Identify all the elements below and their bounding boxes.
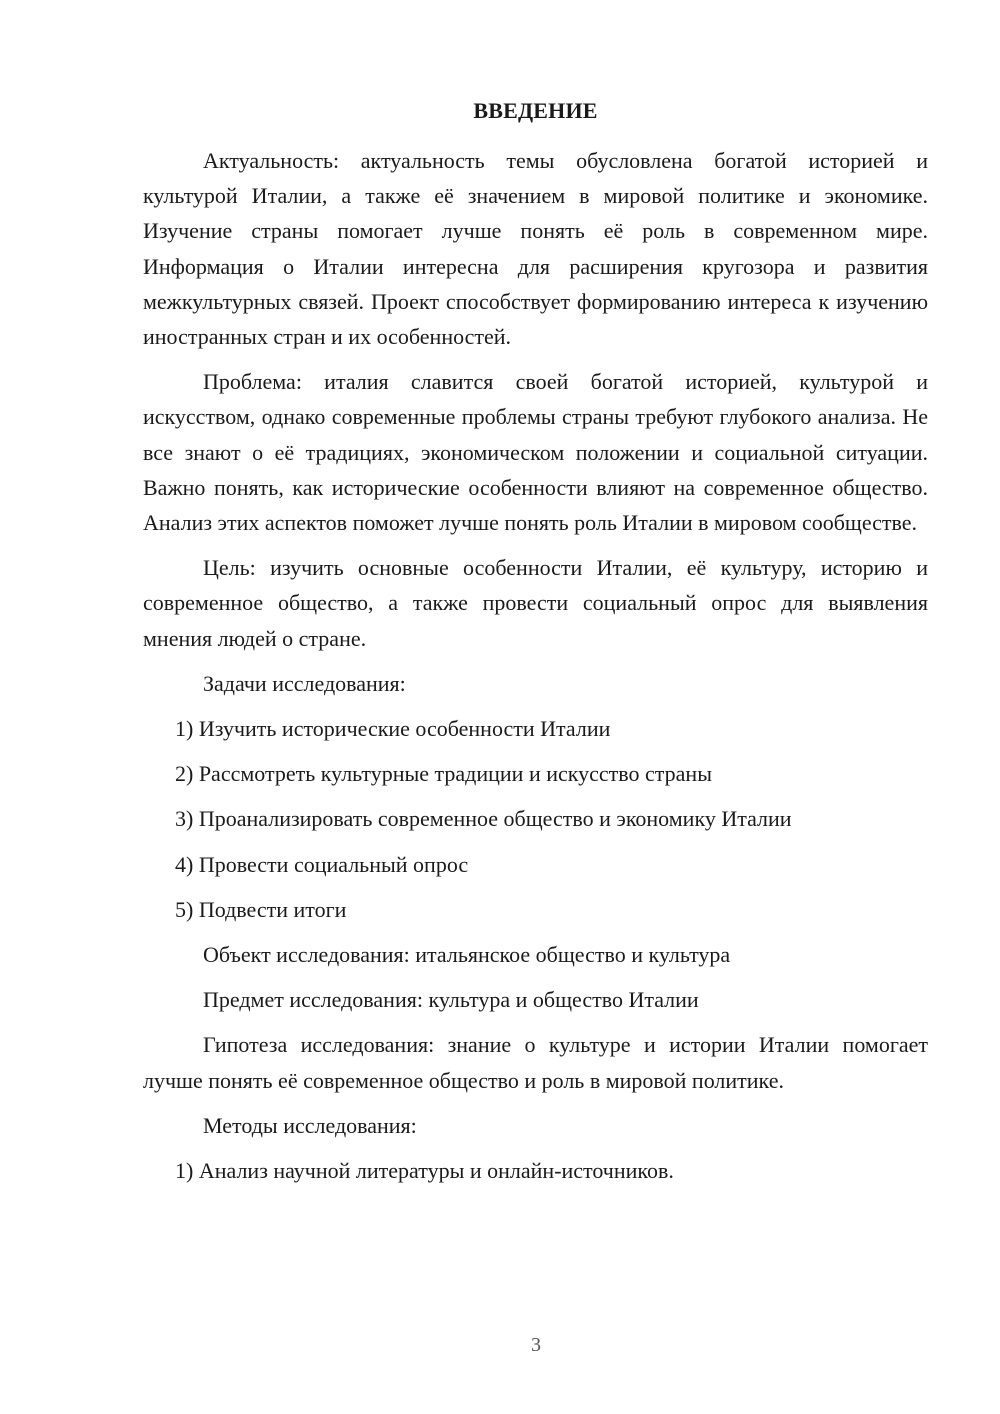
goal-paragraph: Цель: изучить основные особенности Италии, её культуру, историю и современное общество, а также провести социальный опрос для выявления мнения людей о стране. xyxy=(143,555,928,651)
page-number: 3 xyxy=(531,1334,541,1356)
task-item: 5) Подвести итоги xyxy=(175,896,347,922)
document-body xyxy=(143,143,928,1198)
tasks-heading: Задачи исследования: xyxy=(203,670,406,696)
problem-paragraph: Проблема: италия славится своей богатой историей, культурой и искусством, однако современные проблемы страны требуют глубокого анализа. Не все знают о её традициях, экономическом положении и социальной ситуации. Важно понять, как исторические особенности влияют на современное общество. Анализ этих аспектов поможет лучше понять роль Италии в мировом сообществе. xyxy=(143,369,928,536)
task-item: 1) Изучить исторические особенности Италии xyxy=(175,716,611,742)
task-item: 3) Проанализировать современное общество и экономику Италии xyxy=(175,806,792,832)
relevance-paragraph: Актуальность: актуальность темы обусловлена богатой историей и культурой Италии, а также её значением в мировой политике и экономике. Изучение страны помогает лучше понять её роль в современном мире. Информация о Италии интересна для расширения кругозора и развития межкультурных связей. Проект способствует формированию интереса к изучению иностранных стран и их особенностей. xyxy=(143,148,928,350)
research-subject: Предмет исследования: культура и общество Италии xyxy=(203,987,699,1013)
methods-heading: Методы исследования: xyxy=(203,1112,417,1138)
research-object: Объект исследования: итальянское общество и культура xyxy=(203,941,731,967)
section-title: ВВЕДЕНИЕ xyxy=(473,98,598,123)
method-item: 1) Анализ научной литературы и онлайн-источников. xyxy=(175,1157,674,1183)
task-item: 4) Провести социальный опрос xyxy=(175,851,469,877)
task-item: 2) Рассмотреть культурные традиции и искусство страны xyxy=(175,761,712,787)
hypothesis-paragraph: Гипотеза исследования: знание о культуре и истории Италии помогает лучше понять её современное общество и роль в мировой политике. xyxy=(143,1032,928,1093)
